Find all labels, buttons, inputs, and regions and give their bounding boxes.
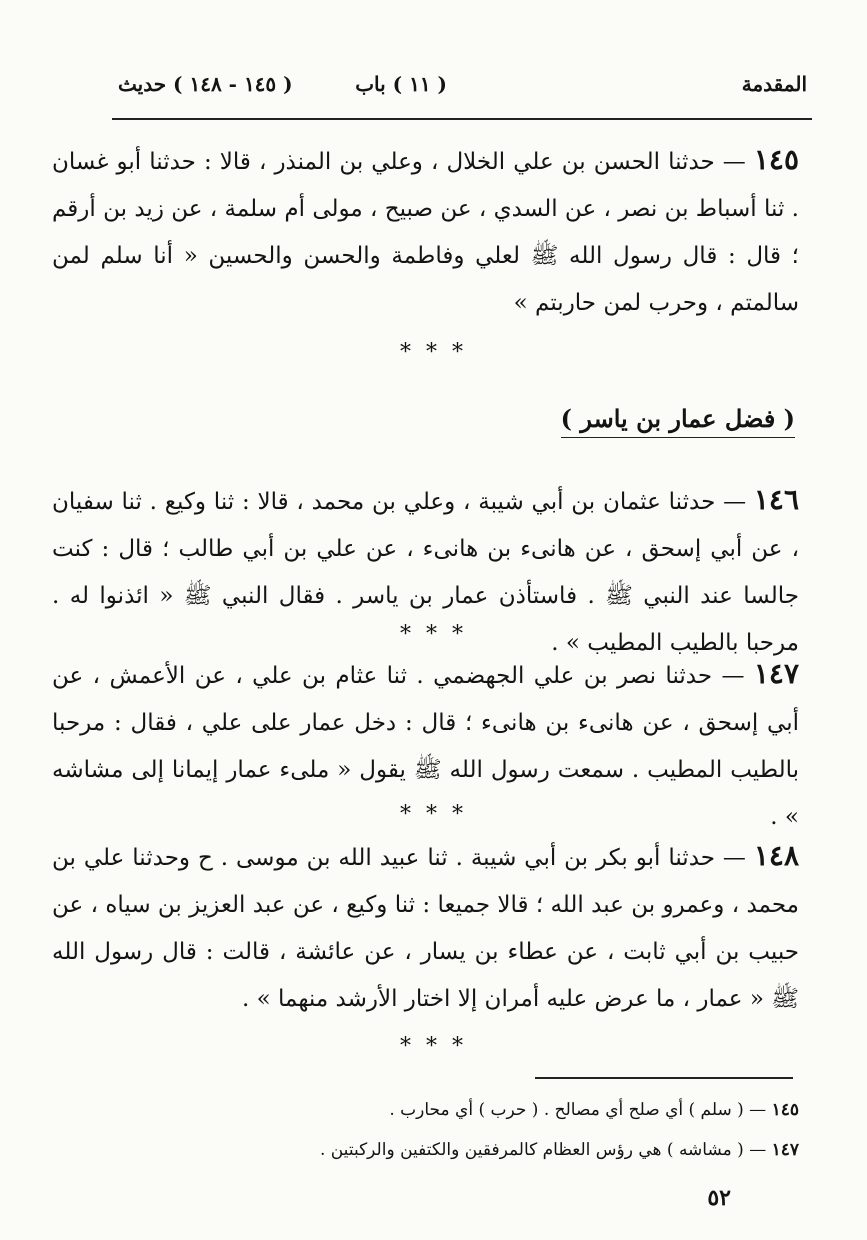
hadith-text: — حدثنا عثمان بن أبي شيبة ، وعلي بن محمد ، قالا : ثنا وكيع . ثنا سفيان ، عن أبي إسحق ، عن هانىء بن هانىء ، عن علي بن أبي طالب ؛ قال : كنت جالسا عند النبي ﷺ . فاستأذن عمار بن ياسر . فقال النبي ﷺ « ائذنوا له . مرحبا بالطيب المطيب » . (52, 489, 799, 656)
footnote-text: — ( مشاشه ) هي رؤس العظام كالمرفقين والكتفين والركبتين . (319, 1140, 767, 1160)
header-hadith-range: ( ١٤٥ - ١٤٨ ) حديث (118, 72, 293, 96)
section-title: ( فضل عمار بن ياسر ) (561, 404, 795, 438)
hadith-148 (52, 832, 799, 1023)
footnote (389, 1097, 799, 1123)
header-introduction: المقدمة (741, 72, 807, 96)
separator-stars: * * * (400, 802, 467, 827)
hadith-number: ١٤٦ (753, 483, 799, 516)
footnote-number: ١٤٧ (771, 1140, 799, 1160)
hadith-text: — حدثنا أبو بكر بن أبي شيبة . ثنا عبيد الله بن موسى . ح وحدثنا علي بن محمد ، وعمرو بن عبد الله ؛ قالا جميعا : ثنا وكيع ، عن عبد العزيز بن سياه ، عن حبيب بن أبي ثابت ، عن عطاء بن يسار ، عن عائشة ، قالت : قال رسول الله ﷺ « عمار ، ما عرض عليه أمران إلا اختار الأرشد منهما » . (52, 845, 799, 1012)
separator-stars: * * * (400, 1034, 467, 1059)
hadith-145 (52, 136, 799, 327)
hadith-number: ١٤٨ (753, 839, 799, 872)
hadith-number: ١٤٥ (753, 143, 799, 176)
hadith-number: ١٤٧ (753, 657, 800, 690)
hadith-text: — حدثنا الحسن بن علي الخلال ، وعلي بن المنذر ، قالا : حدثنا أبو غسان . ثنا أسباط بن نصر ، عن السدي ، عن صبيح ، مولى أم سلمة ، عن زيد بن أرقم ؛ قال : قال رسول الله ﷺ لعلي وفاطمة والحسن والحسين « أنا سلم لمن سالمتم ، وحرب لمن حاربتم » (52, 149, 799, 316)
footnote (320, 1137, 799, 1163)
separator-stars: * * * (400, 622, 467, 647)
footnote-rule (535, 1077, 793, 1079)
footnote-number: ١٤٥ (771, 1100, 799, 1120)
page-number: ٥٢ (707, 1185, 731, 1211)
running-header (118, 70, 807, 104)
separator-stars: * * * (400, 340, 467, 365)
footnote-text: — ( سلم ) أي صلح أي مصالح . ( حرب ) أي محارب . (389, 1100, 767, 1120)
hadith-text: — حدثنا نصر بن علي الجهضمي . ثنا عثام بن علي ، عن الأعمش ، عن أبي إسحق ، عن هانىء بن هانىء ؛ قال : دخل عمار على علي ، فقال : مرحبا بالطيب المطيب . سمعت رسول الله ﷺ يقول « ملىء عمار إيمانا إلى مشاشه » . (52, 663, 799, 830)
header-rule (112, 118, 812, 120)
header-chapter: ( ١١ ) باب (355, 72, 447, 96)
